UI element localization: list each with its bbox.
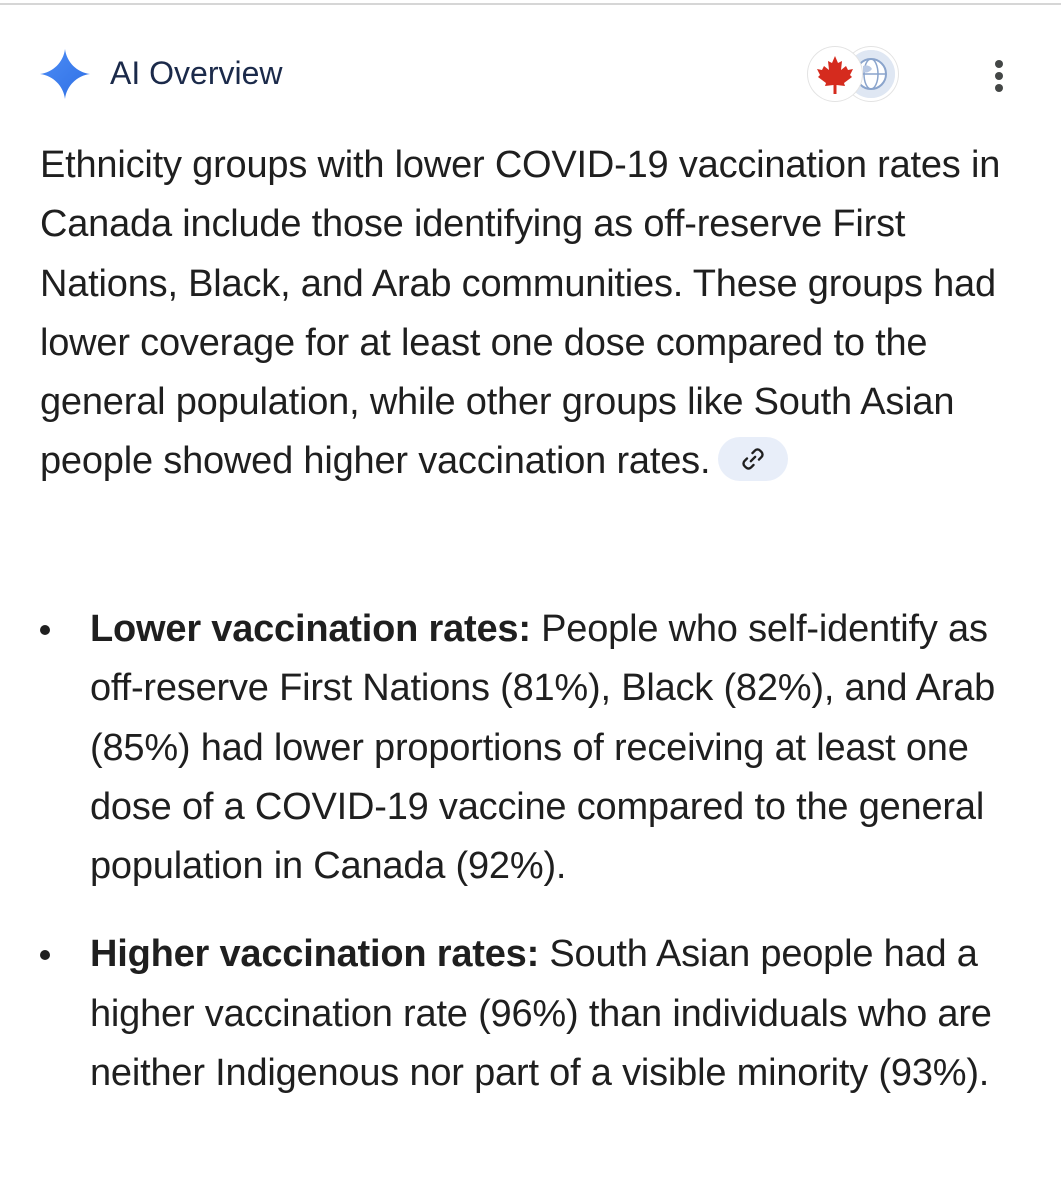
list-item <box>40 925 1025 1103</box>
ai-overview-title: AI Overview <box>110 55 283 91</box>
bullet-text: People who self-identify as off-reserve First Nations (81%), Black (82%), and Arab (85%) had lower proportions of receiving at least one dose of a COVID-19 vaccine compared to the general population in Canada (92%). <box>90 608 996 888</box>
summary-paragraph <box>40 136 1025 492</box>
summary-text: Ethnicity groups with lower COVID-19 vaccination rates in Canada include those identifying as off-reserve First Nations, Black, and Arab communities. These groups had lower coverage for at least one dose compared to the general population, while other groups like South Asian people showed higher vaccination rates. <box>40 144 1001 483</box>
source-link-button[interactable] <box>718 437 788 481</box>
bullet-text: South Asian people had a higher vaccination rate (96%) than individuals who are neither Indigenous nor part of a visible minority (93%). <box>90 933 992 1095</box>
link-icon <box>740 446 766 472</box>
ai-overview-header <box>40 44 1020 104</box>
canada-maple-leaf-icon[interactable] <box>808 47 862 101</box>
bullet-heading: Higher vaccination rates: <box>90 933 540 976</box>
source-icons[interactable] <box>808 47 903 101</box>
bullet-dot <box>40 950 50 960</box>
overview-summary <box>40 136 1025 492</box>
bullet-heading: Lower vaccination rates: <box>90 608 531 650</box>
list-item <box>40 600 1025 896</box>
bullet-list <box>40 600 1025 1103</box>
top-divider <box>0 0 1061 5</box>
more-vert-icon[interactable] <box>985 56 1013 96</box>
bullet-dot <box>40 625 50 635</box>
sparkle-icon <box>40 49 90 99</box>
